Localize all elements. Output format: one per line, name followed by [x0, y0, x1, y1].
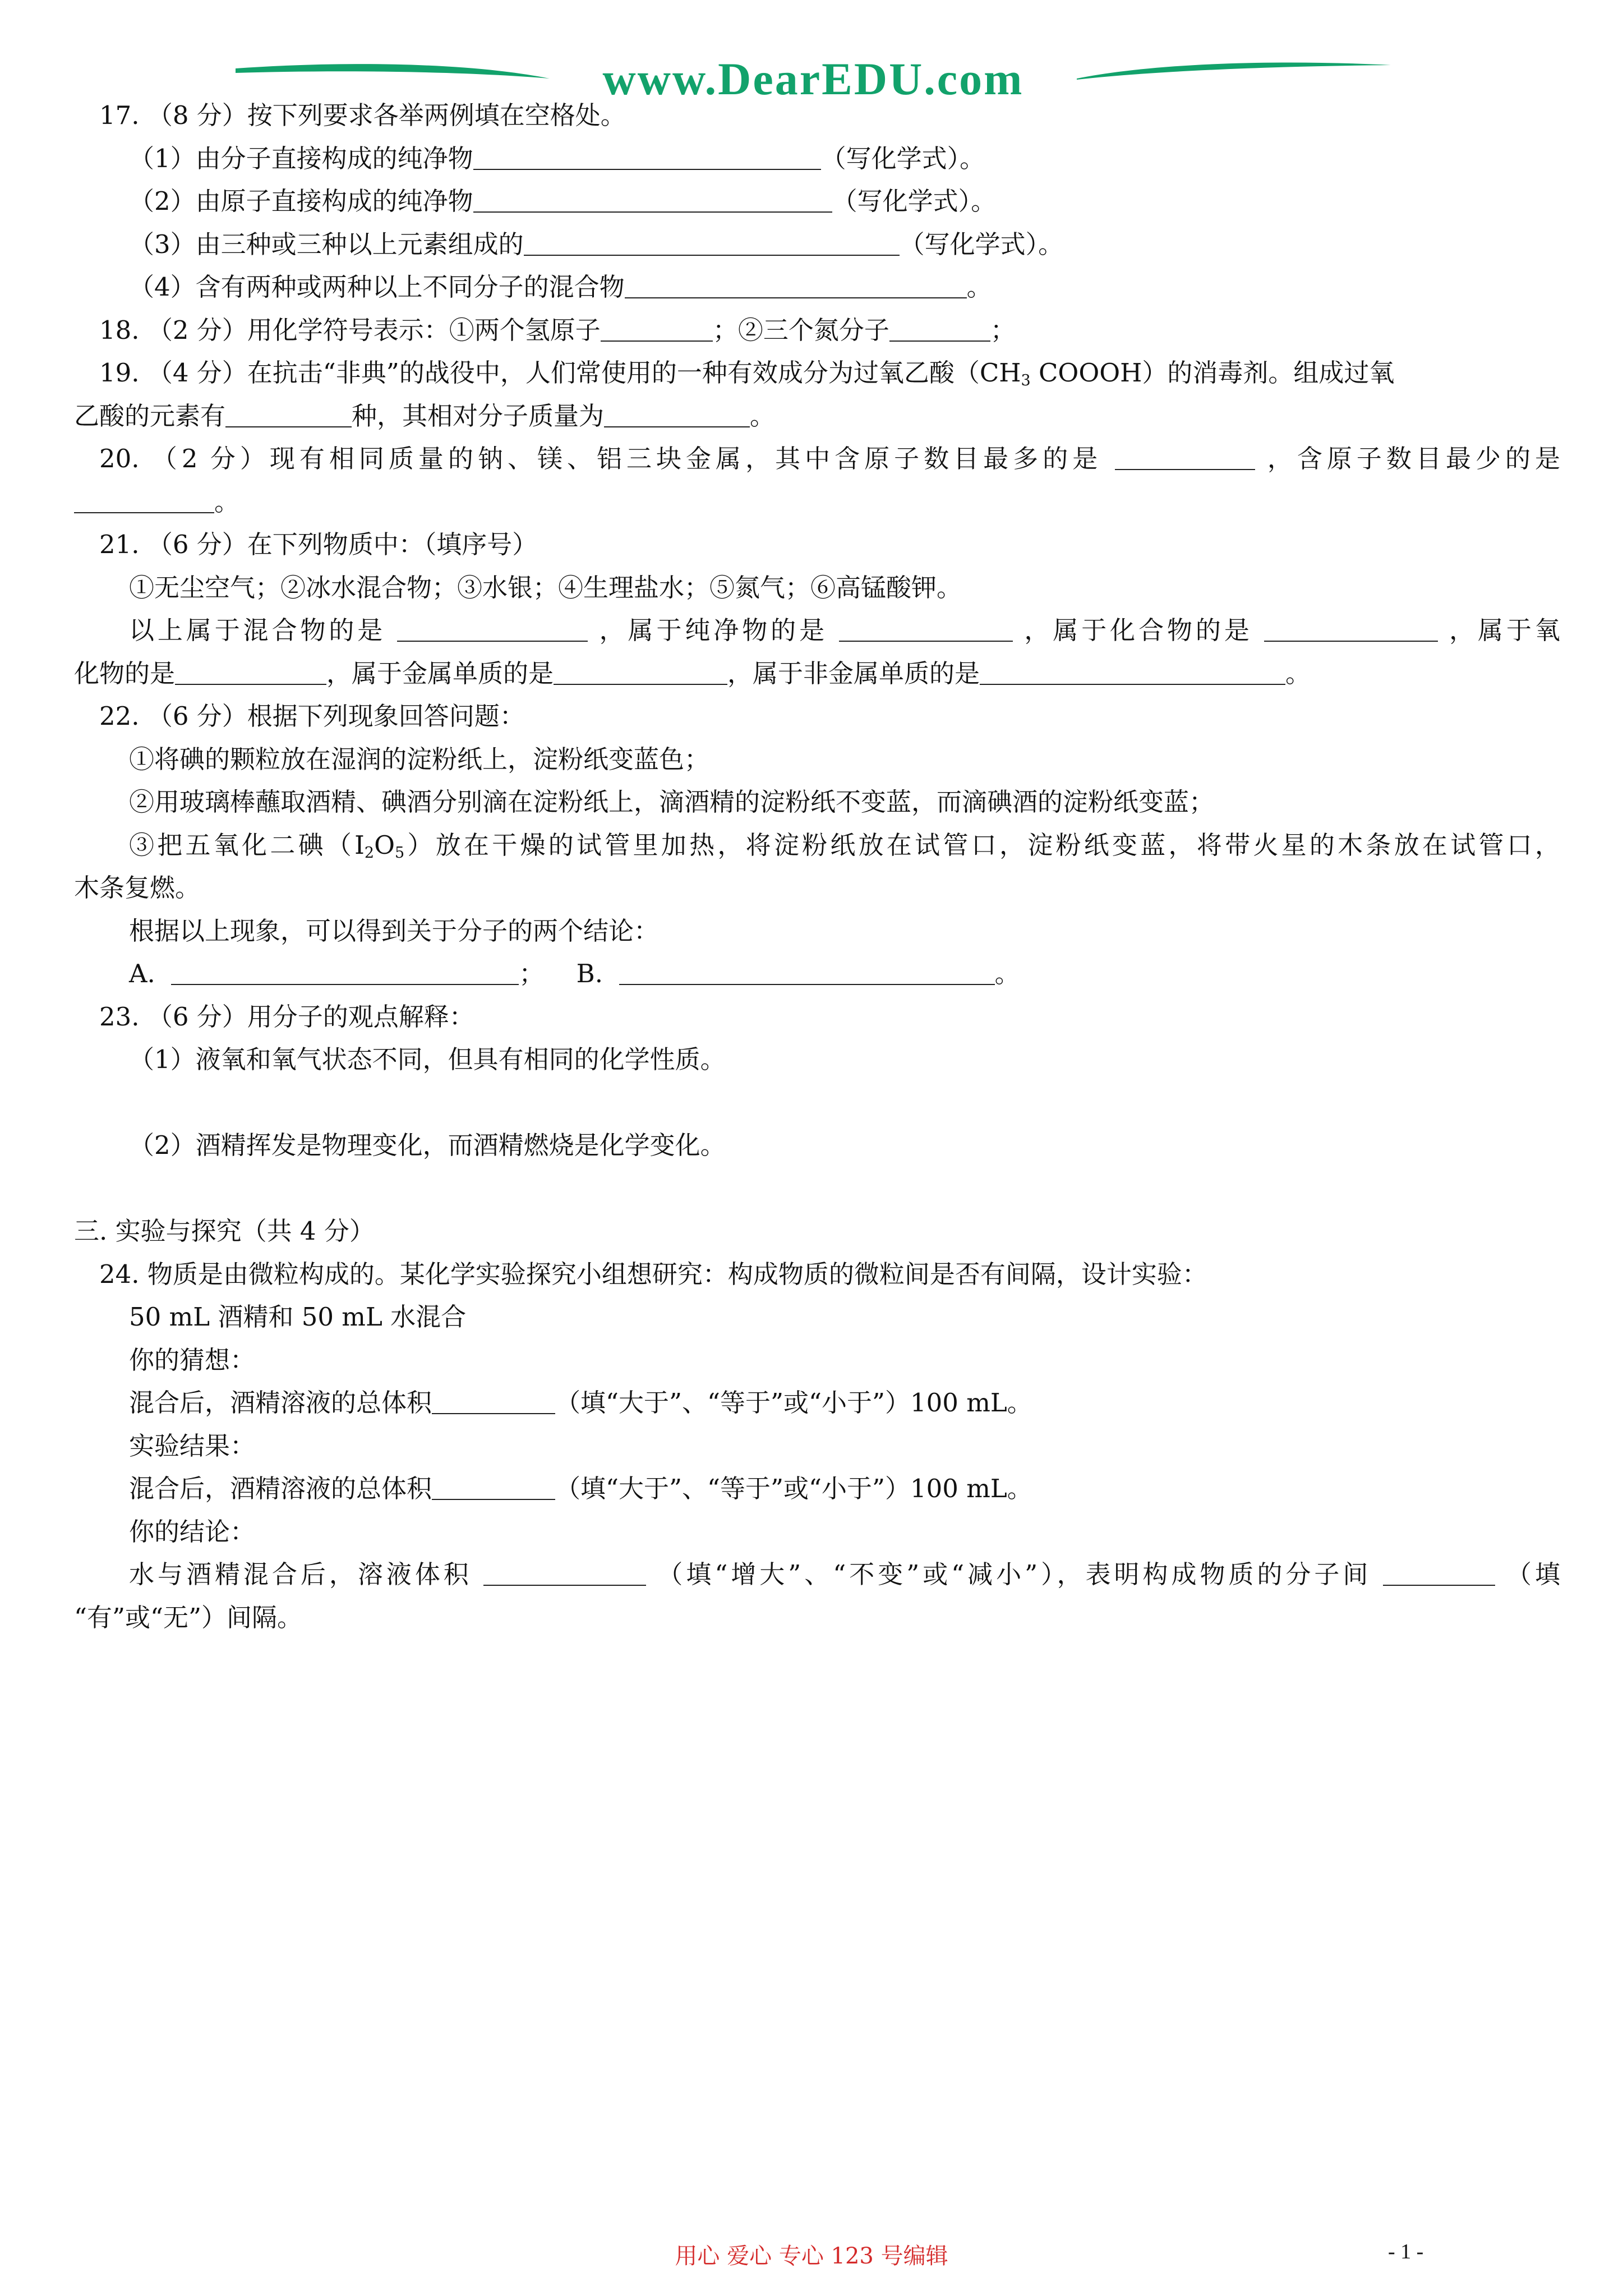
q17-item-4: （4）含有两种或两种以上不同分子的混合物 。: [129, 272, 992, 302]
q22-title: 22. （6 分）根据下列现象回答问题：: [99, 701, 525, 731]
answer-blank[interactable]: [483, 1562, 646, 1586]
answer-blank[interactable]: [625, 275, 967, 299]
exam-content: [74, 94, 1560, 1639]
site-logo-text: www.DearEDU.com: [602, 53, 1024, 104]
q23-part-1: （1）液氧和氧气状态不同，但具有相同的化学性质。: [129, 1045, 726, 1074]
q17-item-3: （3）由三种或三种以上元素组成的 （写化学式）。: [129, 229, 1064, 259]
answer-blank[interactable]: [473, 189, 832, 213]
q22-statement-1: ①将碘的颗粒放在湿润的淀粉纸上，淀粉纸变蓝色；: [129, 744, 710, 774]
q17-item-1: （1）由分子直接构成的纯净物 （写化学式）。: [129, 143, 985, 173]
answer-blank[interactable]: [601, 318, 713, 342]
page-number: - 1 -: [1388, 2240, 1424, 2263]
q22-prompt: 根据以上现象，可以得到关于分子的两个结论：: [129, 915, 660, 946]
answer-blank[interactable]: [225, 403, 352, 427]
q24-guess-label: 你的猜想：: [129, 1345, 256, 1375]
q22-statement-2: ②用玻璃棒蘸取酒精、碘酒分别滴在淀粉纸上，滴酒精的淀粉纸不变蓝，而滴碘酒的淀粉纸变蓝；: [129, 787, 1215, 817]
q22-statement-3: ③把五氧化二碘$(I_2O_5)$放在干燥的试管里加热，将淀粉纸放在试管口，淀粉纸变蓝，将带火星的木条放在试管口，: [129, 830, 1560, 862]
answer-blank[interactable]: [1115, 447, 1255, 471]
q24-conclusion: 水与酒精混合后，溶液体积 （填“增大”、“不变”或“减小”），表明构成物质的分子间 （填: [129, 1559, 1560, 1589]
q20-line-1: 20. （2 分）现有相同质量的钠、镁、铝三块金属，其中含原子数目最多的是 ，含原子数目最少的是: [99, 444, 1560, 473]
q23-part-2: （2）酒精挥发是物理变化，而酒精燃烧是化学变化。: [129, 1130, 726, 1160]
answer-blank[interactable]: [889, 318, 990, 342]
q24-result-label: 实验结果：: [129, 1430, 256, 1461]
section-3-heading: 三. 实验与探究（共 4 分）: [74, 1216, 375, 1246]
q19-line-1: 19. （4 分）在抗击“非典”的战役中，人们常使用的一种有效成分为过氧乙酸（$CH_3$ COOOH）的消毒剂。组成过氧: [99, 358, 1395, 389]
q21-line-1: 以上属于混合物的是 ，属于纯净物的是 ，属于化合物的是 ，属于氧: [129, 615, 1560, 645]
q23-title: 23. （6 分）用分子的观点解释：: [99, 1001, 474, 1032]
q22-answers: A. ； B. 。: [129, 959, 1020, 988]
answer-blank[interactable]: [171, 961, 519, 986]
q17-item-2: （2）由原子直接构成的纯净物 （写化学式）。: [129, 186, 997, 216]
answer-blank[interactable]: [432, 1476, 555, 1501]
q24-setup: 50 mL 酒精和 50 mL 水混合: [129, 1302, 467, 1332]
footer-credit: 用心 爱心 专心 123 号编辑: [675, 2243, 948, 2269]
q17-title: 17. （8 分）按下列要求各举两例填在空格处。: [99, 100, 626, 130]
q21-line-2: 化物的是 ，属于金属单质的是 ，属于非金属单质的是 。: [74, 658, 1311, 688]
answer-blank[interactable]: [473, 146, 821, 170]
answer-blank[interactable]: [604, 403, 750, 427]
q24-title: 24. 物质是由微粒构成的。某化学实验探究小组想研究：构成物质的微粒间是否有间隔，设计实验：: [99, 1259, 1207, 1289]
q22-statement-3-cont: 木条复燃。: [74, 873, 201, 903]
q20-line-2: 。: [74, 481, 1560, 524]
answer-blank[interactable]: [554, 661, 727, 685]
q24-conclusion-label: 你的结论：: [129, 1516, 256, 1547]
answer-blank[interactable]: [397, 618, 588, 642]
q24-result: 混合后，酒精溶液的总体积 （填“大于”、“等于”或“小于”）100 mL。: [129, 1474, 1032, 1503]
q18: 18. （2 分）用化学符号表示：①两个氢原子 ；②三个氮分子 ；: [99, 315, 1016, 345]
answer-blank[interactable]: [74, 489, 214, 513]
answer-blank[interactable]: [175, 661, 326, 685]
answer-blank[interactable]: [432, 1391, 555, 1415]
answer-blank[interactable]: [839, 618, 1013, 642]
answer-blank[interactable]: [619, 961, 995, 986]
q19-line-2: 乙酸的元素有 种，其相对分子质量为 。: [74, 401, 776, 431]
q21-title: 21. （6 分）在下列物质中：（填序号）: [99, 530, 538, 559]
q24-guess: 混合后，酒精溶液的总体积 （填“大于”、“等于”或“小于”）100 mL。: [129, 1388, 1032, 1418]
answer-blank[interactable]: [980, 661, 1285, 685]
q21-list: ①无尘空气；②冰水混合物；③水银；④生理盐水；⑤氮气；⑥高锰酸钾。: [129, 572, 962, 602]
site-header: [236, 49, 1391, 104]
answer-blank[interactable]: [524, 232, 900, 256]
answer-blank[interactable]: [1383, 1562, 1495, 1586]
answer-blank[interactable]: [1264, 618, 1438, 642]
q24-conclusion-cont: “有”或“无”）间隔。: [74, 1602, 303, 1632]
